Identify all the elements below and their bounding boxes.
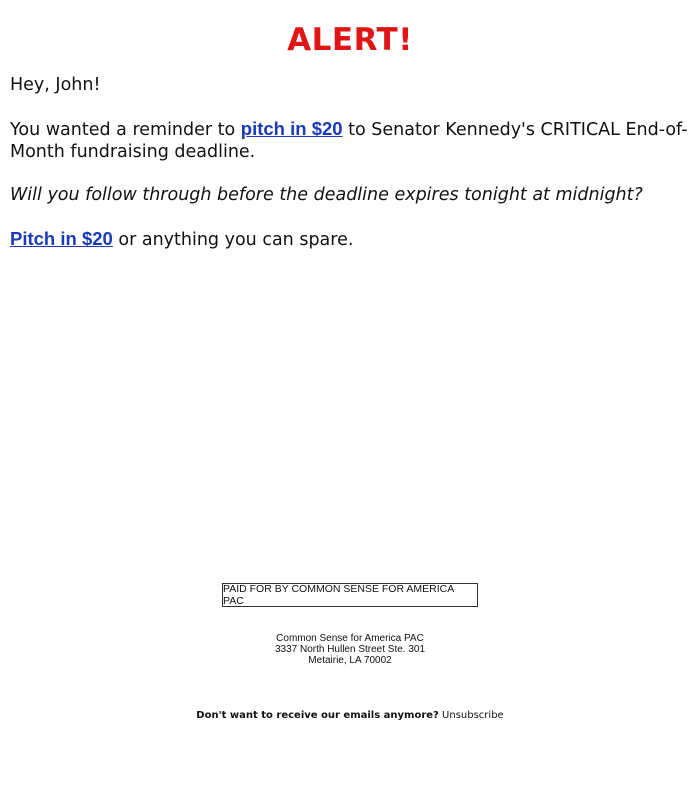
mailing-address [0, 633, 700, 666]
reminder-text-before: You wanted a reminder to [10, 120, 241, 140]
pitch-in-link[interactable]: pitch in $20 [240, 118, 343, 139]
donate-text-after: or anything you can spare. [112, 230, 354, 250]
donate-paragraph [10, 228, 696, 251]
address-line-city: Metairie, LA 70002 [308, 655, 392, 666]
address-line-street: 3337 North Hullen Street Ste. 301 [274, 644, 426, 655]
greeting: Hey, John! [10, 75, 101, 95]
alert-title: ALERT! [287, 22, 413, 58]
deadline-question: Will you follow through before the deadline expires tonight at midnight? [10, 185, 643, 205]
pitch-in-link-secondary[interactable]: Pitch in $20 [10, 228, 113, 249]
reminder-paragraph [10, 118, 696, 163]
paid-for-disclaimer: PAID FOR BY COMMON SENSE FOR AMERICA PAC [222, 583, 478, 607]
unsubscribe-link[interactable]: Unsubscribe [442, 710, 504, 721]
unsubscribe-prompt: Don't want to receive our emails anymore? [196, 710, 439, 721]
reminder-text-after: to Senator Kennedy's CRITICAL End-of-Month fundraising deadline. [10, 120, 688, 162]
address-line-org: Common Sense for America PAC [276, 633, 424, 644]
unsubscribe-row [0, 710, 700, 721]
